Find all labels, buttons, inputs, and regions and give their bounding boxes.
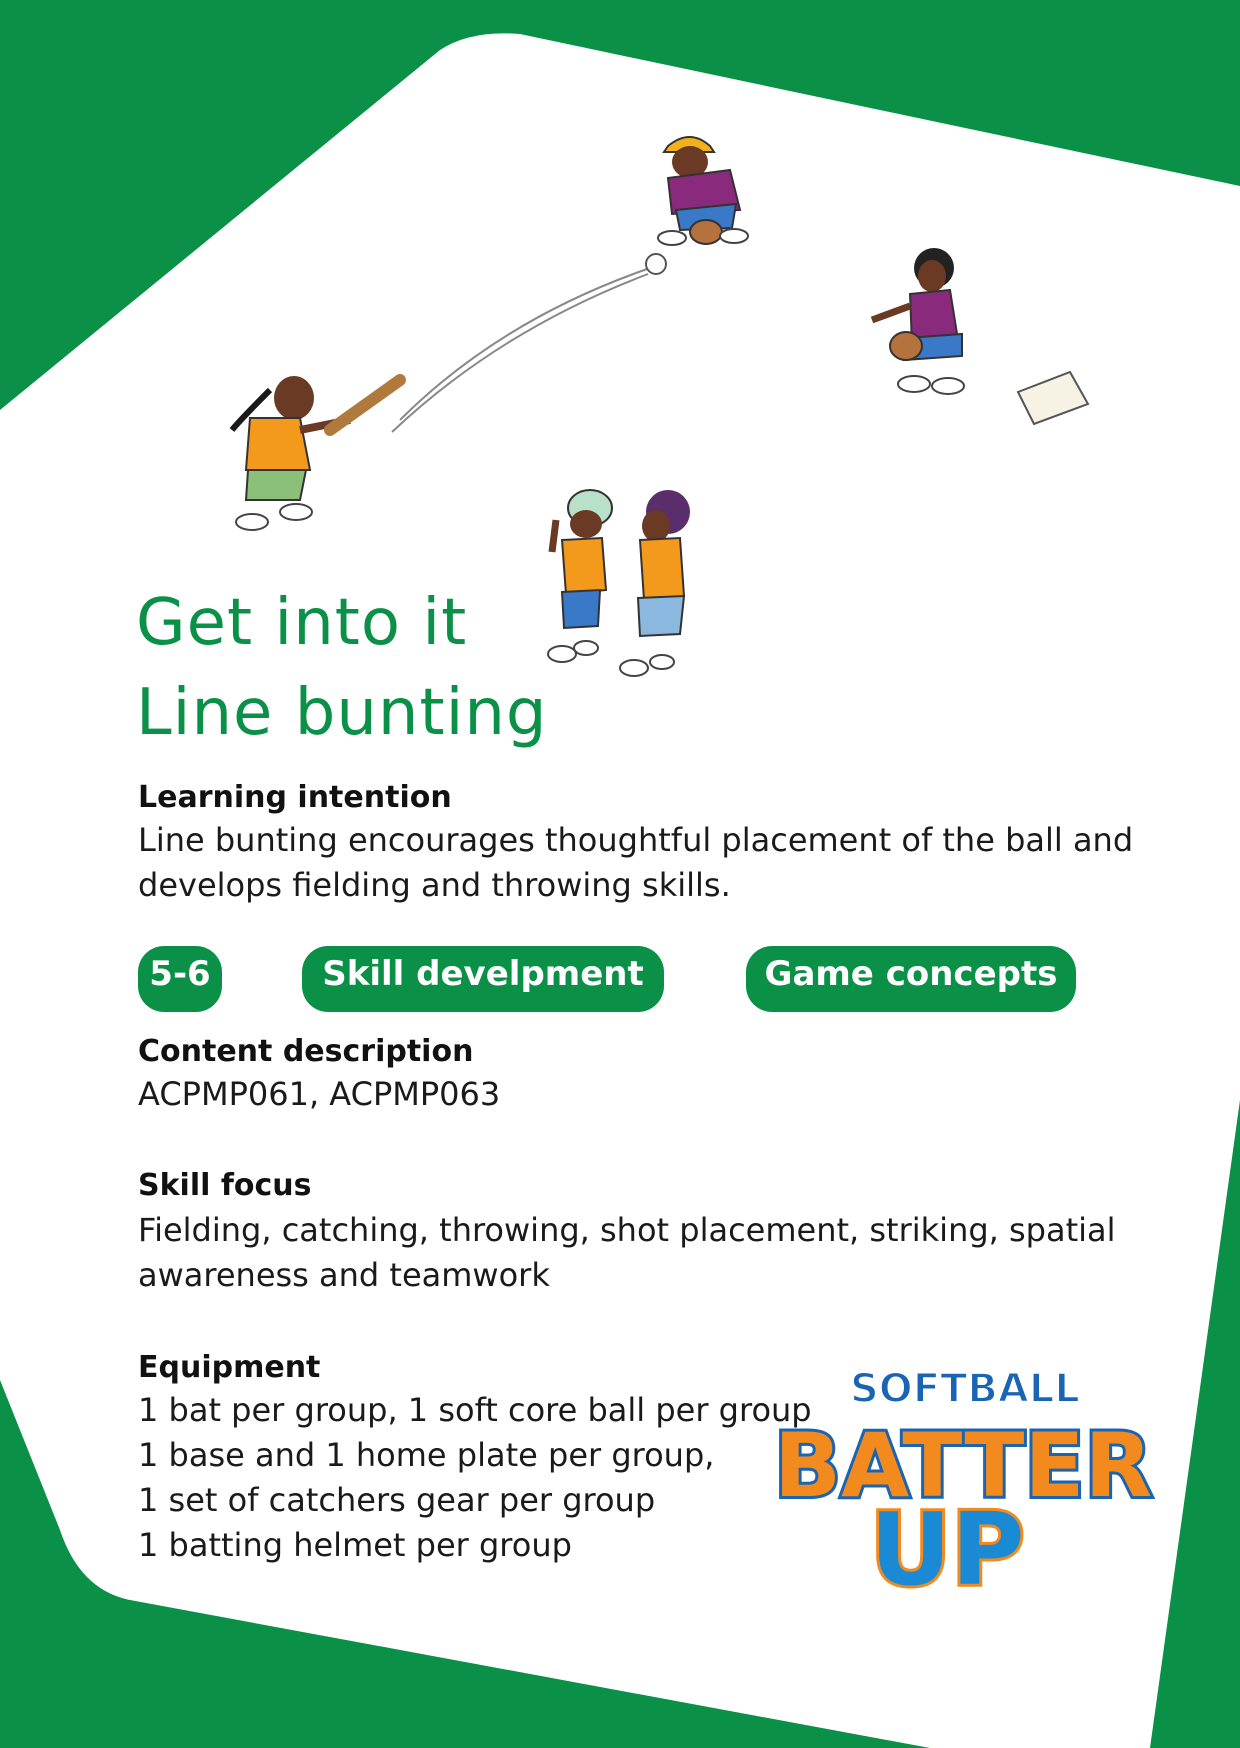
svg-text:SOFTBALL: SOFTBALL — [850, 1366, 1080, 1412]
learning-intention-text-2: develops fielding and throwing skills. — [138, 866, 731, 904]
skill-focus-text-2: awareness and teamwork — [138, 1256, 550, 1294]
svg-text:BATTER: BATTER — [774, 1414, 1153, 1517]
equipment-item: 1 batting helmet per group — [138, 1526, 572, 1564]
equipment-item: 1 bat per group, 1 soft core ball per group — [138, 1391, 812, 1429]
skill-focus-text-1: Fielding, catching, throwing, shot placement, striking, spatial — [138, 1211, 1116, 1249]
svg-text:UP: UP — [870, 1491, 1025, 1608]
content-description-text: ACPMP061, ACPMP063 — [138, 1075, 501, 1113]
year-level-badge — [138, 946, 222, 1012]
year-level-label: 5-6 — [149, 954, 211, 994]
equipment-heading: Equipment — [138, 1350, 321, 1385]
softball-batter-up-logo — [770, 1346, 1153, 1608]
skill-development-badge — [302, 946, 664, 1012]
learning-intention-text-1: Line bunting encourages thoughtful placement of the ball and — [138, 821, 1134, 859]
game-concepts-badge — [746, 946, 1076, 1012]
waiting-kids-figure — [548, 490, 690, 676]
game-concepts-label: Game concepts — [764, 954, 1058, 994]
equipment-item: 1 set of catchers gear per group — [138, 1481, 656, 1519]
fielder-right-figure — [872, 248, 964, 394]
fielder-top-figure — [658, 137, 748, 245]
learning-intention-heading: Learning intention — [138, 780, 452, 815]
skill-focus-heading: Skill focus — [138, 1168, 312, 1203]
title-line-2: Line bunting — [136, 676, 548, 750]
skill-development-label: Skill develpment — [322, 954, 644, 994]
equipment-item: 1 base and 1 home plate per group, — [138, 1436, 715, 1474]
batter-figure — [232, 376, 400, 530]
base — [1018, 372, 1088, 424]
title-line-1: Get into it — [136, 586, 468, 660]
content-description-heading: Content description — [138, 1034, 474, 1069]
